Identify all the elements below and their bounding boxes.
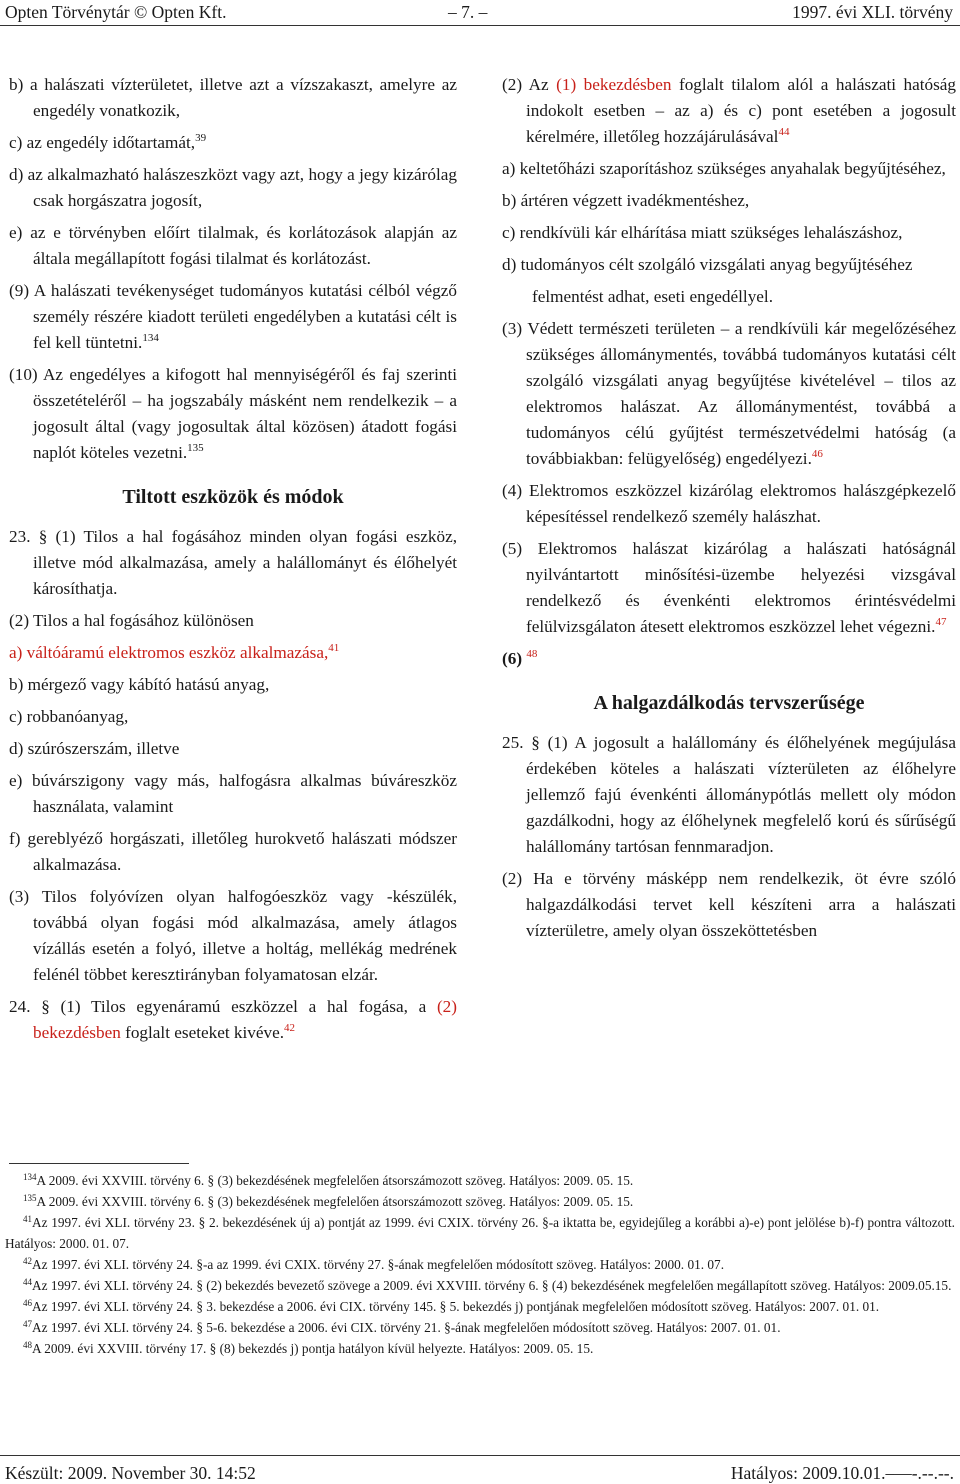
page-header	[0, 0, 960, 26]
section-24-2-d: d) tudományos célt szolgáló vizsgálati anyag begyűjtéséhez	[502, 255, 913, 274]
section-24-2-a: a) keltetőházi szaporításhoz szükséges anyahalak begyűjtéséhez,	[502, 159, 946, 178]
section-24-6: (6) $^{48}$	[502, 648, 538, 668]
paragraph-9: (9) A halászati tevékenységet tudományos kutatási célból végző személy részére kiadott területi engedélyben a kutatási célt is fel kell tüntetni.$^{134}$	[9, 281, 457, 352]
header-law-title: 1997. évi XLI. törvény	[792, 2, 953, 22]
page-footer	[0, 1455, 960, 1484]
header-publisher: Opten Törvénytár © Opten Kft.	[5, 2, 227, 22]
section-23-2-e: e) búvárszigony vagy más, halfogásra alkalmas búváreszköz használata, valamint	[9, 771, 457, 816]
item-b: b) a halászati vízterületet, illetve azt a vízszakaszt, amelyre az engedély vonatkozik,	[9, 75, 457, 120]
section-25-2: (2) Ha e törvény másképp nem rendelkezik, öt évre szóló halgazdálkodási tervet kell készíteni arra a halászati vízterületre, amely olyan összeköttetésben	[502, 869, 956, 940]
footnote: $^{44}$Az 1997. évi XLI. törvény 24. § (2) bekezdés bevezető szövege a 2009. évi XXVIII. törvény 6. § (4) bekezdésének megfelelően megállapított szöveg. Hatályos: 2009.05.15.	[23, 1277, 952, 1293]
footnote: $^{48}$A 2009. évi XXVIII. törvény 17. § (8) bekezdés j) pontja hatályon kívül helyezte. Hatályos: 2009. 05. 15.	[23, 1340, 594, 1356]
section-24-2-tail: felmentést adhat, eseti engedéllyel.	[532, 287, 774, 306]
footnote-ref[interactable]: 48	[526, 648, 538, 660]
section-heading: Tiltott eszközök és módok	[122, 486, 344, 508]
section-25-1: 25. § (1) A jogosult a halállomány és élőhelyének megújulása érdekében köteles a halászati vízterületen az élőhelyre jellemző fajú évenkénti állománypótlás mellett oly módon gazdálkodni, hogy az élőhelynek megfelelő korú és sűrűségű halállomány tartósan fennmaradjon.	[502, 733, 956, 856]
footnote: $^{42}$Az 1997. évi XLI. törvény 24. §-a az 1999. évi CXIX. törvény 27. §-ának megfelelően módosított szöveg. Hatályos: 2000. 01. 07.	[23, 1256, 725, 1272]
footnote-ref[interactable]: 46	[811, 448, 823, 460]
footnote-rule	[9, 1163, 189, 1164]
section-24-1: 24. § (1) Tilos egyenáramú eszközzel a hal fogása, a (2) bekezdésben foglalt eseteket kivéve.$^{42}$	[9, 997, 457, 1042]
right-column	[502, 72, 956, 950]
section-24-3: (3) Védett természeti területen – a rendkívüli kár megelőzéséhez szükséges állománymentés, továbbá tudományos kutatási célt szolgáló vizsgálati anyag begyűjtése kivételével – tilos az elektromos halászat. Az állománymentést, továbbá a tudományos célú gyűjtést természetvédelmi hatóság (a továbbiakban: felügyelőség) engedélyezi.$^{46}$	[502, 319, 956, 468]
item-d: d) az alkalmazható halászeszközt vagy azt, hogy a jegy kizárólag csak horgászatra jogosít,	[9, 165, 457, 210]
footnote-ref[interactable]: 134	[142, 332, 159, 344]
footnote: $^{134}$A 2009. évi XXVIII. törvény 6. § (3) bekezdésének megfelelően átsorszámozott szöveg. Hatályos: 2009. 05. 15.	[23, 1172, 634, 1188]
section-23-2-d: d) szúrószerszám, illetve	[9, 739, 180, 758]
footnote-ref[interactable]: 47	[935, 616, 947, 628]
header-page-number: – 7. –	[448, 2, 488, 22]
footnote-ref[interactable]: 39	[195, 132, 207, 144]
cross-reference-link[interactable]: (1) bekezdésben	[556, 75, 672, 94]
section-23-2-a: a) váltóáramú elektromos eszköz alkalmazása,$^{41}$	[9, 642, 340, 662]
footnote: $^{46}$Az 1997. évi XLI. törvény 24. § 3. bekezdése a 2006. évi CIX. törvény 145. § 5. bekezdés j) pontjának megfelelően módosított szöveg. Hatályos: 2007. 01. 01.	[23, 1298, 880, 1314]
section-24-2-c: c) rendkívüli kár elhárítása miatt szükséges lehalászáshoz,	[502, 223, 903, 242]
footer-rule	[0, 1455, 960, 1456]
section-heading: A halgazdálkodás tervszerűsége	[593, 692, 865, 714]
item-c: c) az engedély időtartamát,$^{39}$	[9, 132, 207, 152]
section-23-2-f: f) gereblyéző horgászati, illetőleg hurokvető halászati módszer alkalmazása.	[9, 829, 457, 874]
footer-effective: Hatályos: 2009.10.01.–—-.--.--.	[730, 1463, 954, 1483]
footnote-ref[interactable]: 42	[284, 1022, 296, 1034]
section-24-2-b: b) ártéren végzett ivadékmentéshez,	[502, 191, 750, 210]
item-e: e) az e törvényben előírt tilalmak, és korlátozások alapján az általa megállapított fogási tilalmat és korlátozást.	[9, 223, 457, 268]
section-23-3: (3) Tilos folyóvízen olyan halfogóeszköz vagy -készülék, továbbá olyan fogási mód alkalmazása, amely átlagos vízállás esetén a folyó, illetve a holtág, mellékág medrének felénél többet keresztirányban folyamatosan elzár.	[9, 887, 457, 984]
section-23-2-b: b) mérgező vagy kábító hatású anyag,	[9, 675, 270, 694]
left-column	[9, 72, 457, 1052]
footnote: $^{41}$Az 1997. évi XLI. törvény 23. § 2. bekezdésének új a) pontját az 1999. évi CXIX. törvény 26. §-a iktatta be, egyidejűleg a korábbi a)-e) pont jelölése b)-f) pontra változott. Hatályos: 2000. 01. 07.	[5, 1214, 955, 1251]
footnote: $^{47}$Az 1997. évi XLI. törvény 24. § 5-6. bekezdése a 2006. évi CIX. törvény 21. §-ának megfelelően módosított szöveg. Hatályos: 2007. 01. 01.	[23, 1319, 781, 1335]
footnote: $^{135}$A 2009. évi XXVIII. törvény 6. § (3) bekezdésének megfelelően átsorszámozott szöveg. Hatályos: 2009. 05. 15.	[23, 1193, 634, 1209]
header-rule	[0, 25, 960, 26]
footnote-ref[interactable]: 41	[328, 642, 340, 654]
section-24-4: (4) Elektromos eszközzel kizárólag elektromos halászgépkezelő képesítéssel rendelkező személy halászhat.	[502, 481, 956, 526]
footnotes	[5, 1170, 955, 1359]
paragraph-10: (10) Az engedélyes a kifogott hal mennyiségéről és faj szerinti összetételéről – ha jogszabály másként nem rendelkezik – a jogosult által (vagy jogosultak által közösen) átadott fogási naplót köteles vezetni.$^{135}$	[9, 365, 457, 462]
cross-reference-link[interactable]: (2) bekezdésben	[33, 997, 457, 1042]
footer-created: Készült: 2009. November 30. 14:52	[5, 1463, 256, 1483]
footnote-ref[interactable]: 135	[187, 442, 204, 454]
section-23-1: 23. § (1) Tilos a hal fogásához minden olyan fogási eszköz, illetve mód alkalmazása, amely a halállományt és élőhelyét károsíthatja.	[9, 527, 457, 598]
section-23-2: (2) Tilos a hal fogásához különösen	[9, 611, 254, 630]
section-23-2-c: c) robbanóanyag,	[9, 707, 129, 726]
section-24-5: (5) Elektromos halászat kizárólag a halászati hatóságnál nyilvántartott minősítési-üzembe helyezési vizsgával rendelkező és évenkénti elektromos érintésvédelmi felülvizsgálaton átesett elektromos eszközzel lehet végezni.$^{47}$	[502, 539, 956, 636]
section-24-2: (2) Az (1) bekezdésben foglalt tilalom alól a halászati hatóság indokolt esetben – az a) és c) pont esetében a jogosult kérelmére, illetőleg hozzájárulásával$^{44}$	[502, 75, 957, 146]
footnote-ref[interactable]: 44	[778, 126, 790, 138]
